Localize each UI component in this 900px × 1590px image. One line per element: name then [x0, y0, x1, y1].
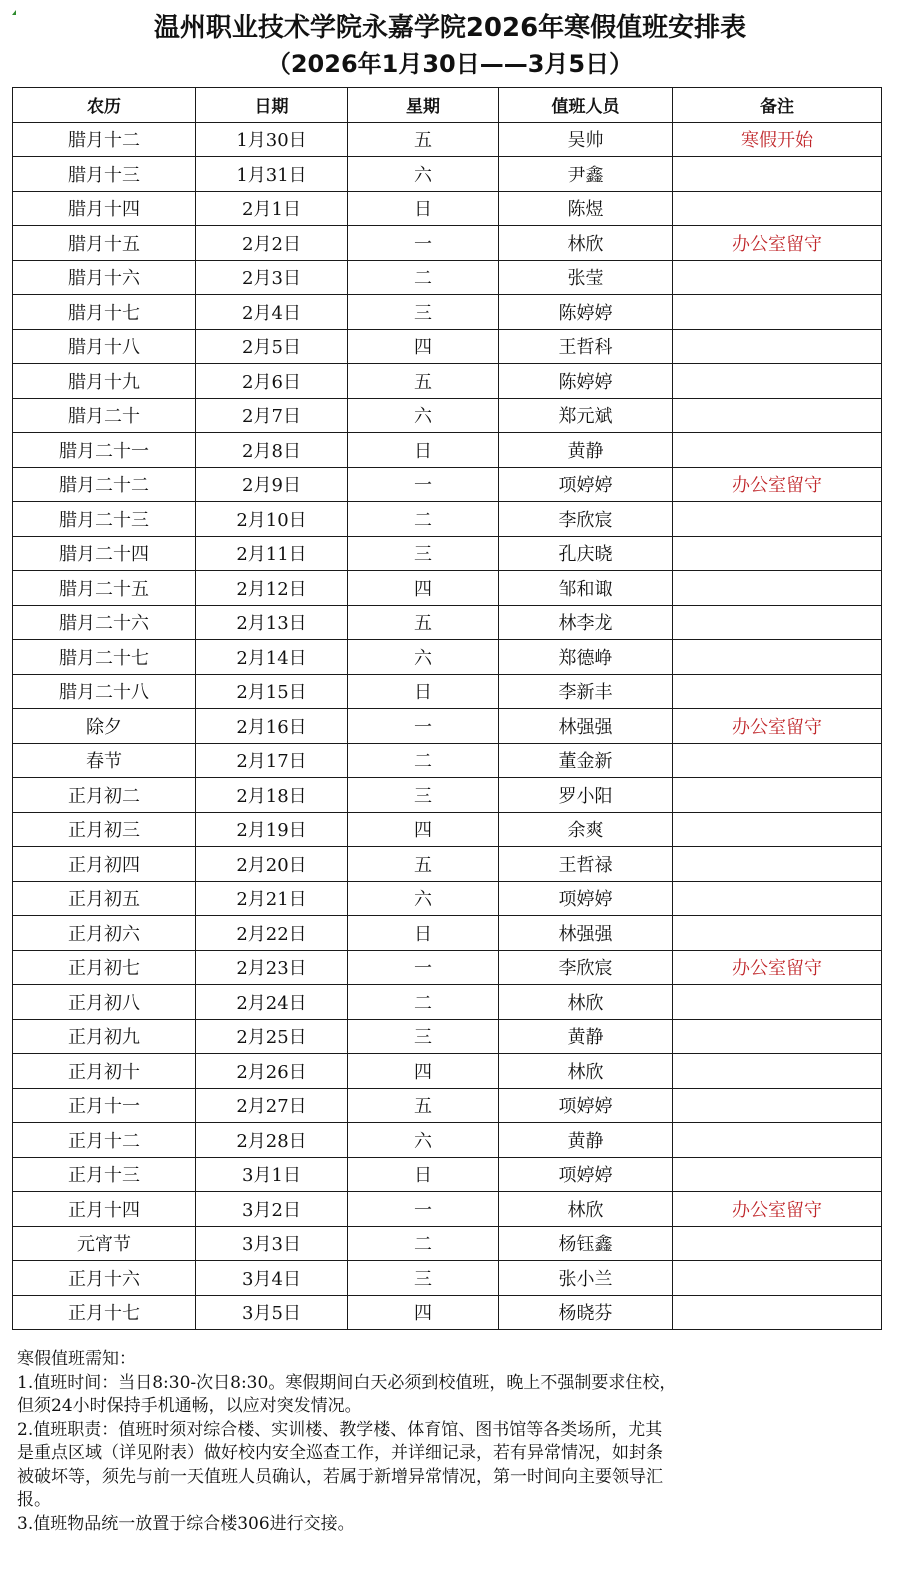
cell-date: 1月31日: [196, 157, 348, 192]
cell-weekday: 六: [348, 881, 499, 916]
cell-weekday: 五: [348, 847, 499, 882]
cell-note: [673, 571, 882, 606]
table-row: [13, 364, 882, 399]
cell-lunar: 腊月十六: [13, 260, 196, 295]
cell-lunar: 腊月十五: [13, 226, 196, 261]
cell-person: 林欣: [499, 1054, 673, 1089]
table-row: [13, 157, 882, 192]
notice-line: 3.值班物品统一放置于综合楼306进行交接。: [17, 1513, 355, 1534]
cell-date: 2月13日: [196, 605, 348, 640]
cell-person: 孔庆晓: [499, 536, 673, 571]
cell-note: [673, 778, 882, 813]
cell-date: 2月27日: [196, 1088, 348, 1123]
table-row: [13, 433, 882, 468]
table-row: [13, 329, 882, 364]
cell-note: [673, 433, 882, 468]
cell-date: 1月30日: [196, 122, 348, 157]
cell-lunar: 腊月二十八: [13, 674, 196, 709]
cell-lunar: 正月初二: [13, 778, 196, 813]
cell-date: 2月12日: [196, 571, 348, 606]
cell-note: [673, 985, 882, 1020]
cell-date: 3月5日: [196, 1295, 348, 1330]
cell-note: [673, 1019, 882, 1054]
cell-note: [673, 743, 882, 778]
cell-note: [673, 812, 882, 847]
cell-date: 2月10日: [196, 502, 348, 537]
cell-person: 项婷婷: [499, 1157, 673, 1192]
table-row: [13, 778, 882, 813]
cell-person: 林强强: [499, 709, 673, 744]
cell-weekday: 五: [348, 1088, 499, 1123]
cell-note: [673, 1054, 882, 1089]
duty-schedule-table: [12, 87, 882, 1330]
cell-weekday: 四: [348, 329, 499, 364]
cell-weekday: 六: [348, 1123, 499, 1158]
table-body: [13, 122, 882, 1330]
cell-lunar: 腊月十三: [13, 157, 196, 192]
cell-note: [673, 1226, 882, 1261]
cell-weekday: 日: [348, 674, 499, 709]
cell-note: 寒假开始: [673, 122, 882, 157]
cell-note: [673, 502, 882, 537]
cell-lunar: 春节: [13, 743, 196, 778]
notice-line: 被破坏等，须先与前一天值班人员确认，若属于新增异常情况，第一时间向主要领导汇: [17, 1466, 663, 1487]
cell-note: [673, 191, 882, 226]
cell-person: 王哲科: [499, 329, 673, 364]
cell-lunar: 正月十一: [13, 1088, 196, 1123]
cell-person: 林欣: [499, 985, 673, 1020]
cell-date: 2月25日: [196, 1019, 348, 1054]
cell-person: 黄静: [499, 433, 673, 468]
cell-person: 王哲禄: [499, 847, 673, 882]
cell-weekday: 日: [348, 1157, 499, 1192]
cell-date: 2月15日: [196, 674, 348, 709]
table-row: [13, 847, 882, 882]
cell-date: 2月4日: [196, 295, 348, 330]
cell-date: 2月3日: [196, 260, 348, 295]
cell-person: 董金新: [499, 743, 673, 778]
cell-person: 张莹: [499, 260, 673, 295]
cell-date: 2月7日: [196, 398, 348, 433]
table-row: [13, 226, 882, 261]
cell-date: 2月20日: [196, 847, 348, 882]
cell-person: 黄静: [499, 1019, 673, 1054]
table-row: [13, 916, 882, 951]
cell-weekday: 一: [348, 950, 499, 985]
cell-weekday: 三: [348, 536, 499, 571]
cell-note: [673, 640, 882, 675]
table-row: [13, 985, 882, 1020]
cell-weekday: 六: [348, 640, 499, 675]
table-row: [13, 1054, 882, 1089]
cell-person: 陈婷婷: [499, 364, 673, 399]
cell-person: 李欣宸: [499, 950, 673, 985]
cell-date: 2月9日: [196, 467, 348, 502]
table-row: [13, 881, 882, 916]
cell-weekday: 一: [348, 467, 499, 502]
cell-person: 项婷婷: [499, 467, 673, 502]
cell-lunar: 正月初九: [13, 1019, 196, 1054]
cell-lunar: 正月初七: [13, 950, 196, 985]
cell-person: 罗小阳: [499, 778, 673, 813]
cell-lunar: 除夕: [13, 709, 196, 744]
cell-person: 黄静: [499, 1123, 673, 1158]
table-row: [13, 605, 882, 640]
cell-person: 陈煜: [499, 191, 673, 226]
table-row: [13, 1157, 882, 1192]
header-weekday: 星期: [348, 88, 499, 123]
cell-date: 2月18日: [196, 778, 348, 813]
cell-date: 2月17日: [196, 743, 348, 778]
cell-lunar: 腊月十四: [13, 191, 196, 226]
notice-heading: 寒假值班需知：: [17, 1349, 136, 1369]
table-row: [13, 1019, 882, 1054]
cell-date: 2月14日: [196, 640, 348, 675]
cell-date: 2月5日: [196, 329, 348, 364]
cell-note: [673, 364, 882, 399]
cell-lunar: 正月十二: [13, 1123, 196, 1158]
cell-date: 2月28日: [196, 1123, 348, 1158]
table-row: [13, 122, 882, 157]
cell-note: [673, 260, 882, 295]
notice-line: 2.值班职责：值班时须对综合楼、实训楼、教学楼、体育馆、图书馆等各类场所，尤其: [17, 1419, 663, 1440]
cell-note: [673, 1261, 882, 1296]
cell-note: [673, 295, 882, 330]
cell-lunar: 正月初六: [13, 916, 196, 951]
cell-date: 2月21日: [196, 881, 348, 916]
header-date: 日期: [196, 88, 348, 123]
cell-note: [673, 674, 882, 709]
cell-person: 郑德峥: [499, 640, 673, 675]
header-note: 备注: [673, 88, 882, 123]
cell-person: 项婷婷: [499, 881, 673, 916]
cell-person: 林欣: [499, 1192, 673, 1227]
cell-person: 郑元斌: [499, 398, 673, 433]
page-title: 温州职业技术学院永嘉学院2026年寒假值班安排表: [153, 13, 747, 43]
cell-weekday: 一: [348, 709, 499, 744]
cell-weekday: 日: [348, 916, 499, 951]
cell-date: 2月26日: [196, 1054, 348, 1089]
cell-person: 邹和诹: [499, 571, 673, 606]
cell-weekday: 六: [348, 398, 499, 433]
cell-lunar: 正月十四: [13, 1192, 196, 1227]
cell-weekday: 四: [348, 1295, 499, 1330]
table-row: [13, 674, 882, 709]
cell-weekday: 三: [348, 778, 499, 813]
cell-weekday: 四: [348, 571, 499, 606]
cell-lunar: 正月十七: [13, 1295, 196, 1330]
table-row: [13, 1261, 882, 1296]
cell-note: 办公室留守: [673, 226, 882, 261]
cell-date: 3月4日: [196, 1261, 348, 1296]
table-row: [13, 536, 882, 571]
cell-person: 林李龙: [499, 605, 673, 640]
cell-lunar: 正月初三: [13, 812, 196, 847]
cell-weekday: 五: [348, 364, 499, 399]
cell-lunar: 正月初五: [13, 881, 196, 916]
cell-weekday: 二: [348, 260, 499, 295]
cell-weekday: 三: [348, 295, 499, 330]
cell-note: [673, 916, 882, 951]
cell-person: 李新丰: [499, 674, 673, 709]
cell-note: [673, 1088, 882, 1123]
cell-person: 杨晓芬: [499, 1295, 673, 1330]
cell-note: [673, 329, 882, 364]
cell-lunar: 腊月二十五: [13, 571, 196, 606]
cell-date: 2月11日: [196, 536, 348, 571]
cell-weekday: 三: [348, 1261, 499, 1296]
cell-weekday: 二: [348, 985, 499, 1020]
cell-date: 2月1日: [196, 191, 348, 226]
table-row: [13, 640, 882, 675]
cell-weekday: 六: [348, 157, 499, 192]
table-row: [13, 260, 882, 295]
table-row: [13, 950, 882, 985]
cell-note: [673, 1157, 882, 1192]
table-row: [13, 1295, 882, 1330]
cell-date: 2月23日: [196, 950, 348, 985]
cell-weekday: 五: [348, 122, 499, 157]
cell-date: 2月16日: [196, 709, 348, 744]
cell-lunar: 正月十六: [13, 1261, 196, 1296]
cell-lunar: 正月初四: [13, 847, 196, 882]
cell-lunar: 腊月二十三: [13, 502, 196, 537]
notice-line: 1.值班时间：当日8:30-次日8:30。寒假期间白天必须到校值班，晚上不强制要求住校，: [17, 1372, 677, 1393]
cell-person: 林欣: [499, 226, 673, 261]
duty-notice: [17, 1348, 887, 1536]
cell-person: 吴帅: [499, 122, 673, 157]
table-row: [13, 1088, 882, 1123]
cell-weekday: 三: [348, 1019, 499, 1054]
cell-date: 3月3日: [196, 1226, 348, 1261]
table-row: [13, 743, 882, 778]
cell-lunar: 腊月二十七: [13, 640, 196, 675]
cell-person: 林强强: [499, 916, 673, 951]
cell-note: 办公室留守: [673, 1192, 882, 1227]
cell-person: 陈婷婷: [499, 295, 673, 330]
cell-date: 2月2日: [196, 226, 348, 261]
cell-date: 3月2日: [196, 1192, 348, 1227]
cell-note: [673, 881, 882, 916]
cell-lunar: 腊月二十一: [13, 433, 196, 468]
table-row: [13, 398, 882, 433]
cell-weekday: 日: [348, 191, 499, 226]
cell-lunar: 腊月二十四: [13, 536, 196, 571]
notice-line: 但须24小时保持手机通畅，以应对突发情况。: [17, 1396, 362, 1416]
table-row: [13, 1192, 882, 1227]
cell-weekday: 四: [348, 812, 499, 847]
cell-lunar: 正月初十: [13, 1054, 196, 1089]
cell-note: [673, 157, 882, 192]
cell-note: 办公室留守: [673, 709, 882, 744]
cell-lunar: 腊月十二: [13, 122, 196, 157]
cell-note: [673, 1123, 882, 1158]
notice-line: 报。: [17, 1490, 51, 1510]
cell-lunar: 正月十三: [13, 1157, 196, 1192]
cell-person: 张小兰: [499, 1261, 673, 1296]
table-row: [13, 571, 882, 606]
cell-lunar: 腊月十七: [13, 295, 196, 330]
cell-lunar: 腊月二十: [13, 398, 196, 433]
cell-weekday: 四: [348, 1054, 499, 1089]
cell-note: [673, 605, 882, 640]
cell-weekday: 五: [348, 605, 499, 640]
cell-note: [673, 536, 882, 571]
cell-weekday: 日: [348, 433, 499, 468]
cell-person: 项婷婷: [499, 1088, 673, 1123]
cell-date: 2月19日: [196, 812, 348, 847]
cell-lunar: 腊月十八: [13, 329, 196, 364]
cell-date: 2月8日: [196, 433, 348, 468]
cell-note: 办公室留守: [673, 467, 882, 502]
cell-lunar: 腊月十九: [13, 364, 196, 399]
table-row: [13, 709, 882, 744]
notice-line: 是重点区域（详见附表）做好校内安全巡查工作，并详细记录，若有异常情况，如封条: [17, 1443, 663, 1463]
cell-lunar: 腊月二十二: [13, 467, 196, 502]
cell-weekday: 一: [348, 226, 499, 261]
table-row: [13, 812, 882, 847]
cell-weekday: 一: [348, 1192, 499, 1227]
cell-note: [673, 1295, 882, 1330]
cell-date: 3月1日: [196, 1157, 348, 1192]
cell-date: 2月22日: [196, 916, 348, 951]
cell-weekday: 二: [348, 502, 499, 537]
cell-person: 李欣宸: [499, 502, 673, 537]
cell-person: 杨钰鑫: [499, 1226, 673, 1261]
cell-lunar: 正月初八: [13, 985, 196, 1020]
header-lunar: 农历: [13, 88, 196, 123]
cell-lunar: 元宵节: [13, 1226, 196, 1261]
table-header-row: [13, 88, 882, 123]
header-person: 值班人员: [499, 88, 673, 123]
table-row: [13, 295, 882, 330]
cell-weekday: 二: [348, 743, 499, 778]
cell-person: 尹鑫: [499, 157, 673, 192]
table-row: [13, 1226, 882, 1261]
table-row: [13, 502, 882, 537]
cell-lunar: 腊月二十六: [13, 605, 196, 640]
cell-note: [673, 398, 882, 433]
page-subtitle-date-range: （2026年1月30日——3月5日）: [266, 50, 634, 78]
cell-weekday: 二: [348, 1226, 499, 1261]
cell-date: 2月6日: [196, 364, 348, 399]
cell-note: [673, 847, 882, 882]
cell-person: 余爽: [499, 812, 673, 847]
cell-date: 2月24日: [196, 985, 348, 1020]
table-row: [13, 1123, 882, 1158]
table-row: [13, 467, 882, 502]
cell-note: 办公室留守: [673, 950, 882, 985]
table-row: [13, 191, 882, 226]
